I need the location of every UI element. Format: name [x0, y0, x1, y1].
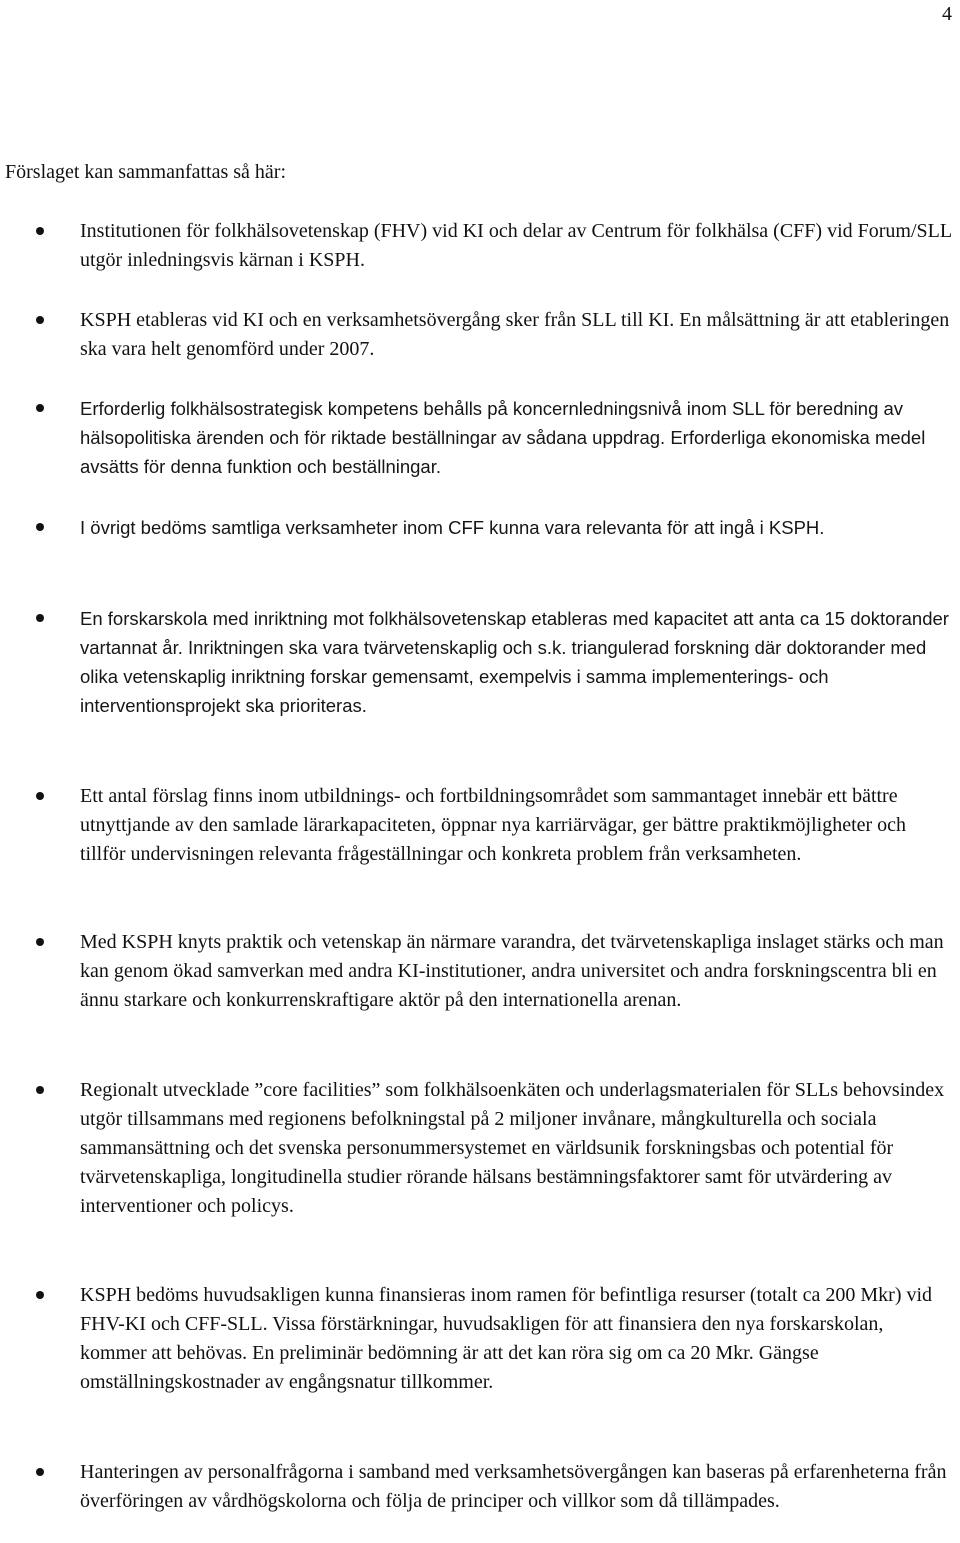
bullet-icon	[36, 1086, 44, 1094]
page-number: 4	[942, 3, 952, 25]
bullet-icon	[36, 404, 44, 412]
list-item-text: Institutionen för folkhälsovetenskap (FHV) vid KI och delar av Centrum för folkhälsa (CFF) vid Forum/SLL utgör inledningsvis kärnan i KSPH.	[80, 220, 952, 271]
list-item-text: Med KSPH knyts praktik och vetenskap än närmare varandra, det tvärvetenskapliga inslaget stärks och man kan genom ökad samverkan med andra KI-institutioner, andra universitet och andra forskningscentra bli en ännu starkare och konkurrenskraftigare aktör på den internationella arenan.	[80, 931, 944, 1011]
bullet-icon	[36, 1291, 44, 1299]
list-item-text: En forskarskola med inriktning mot folkhälsovetenskap etableras med kapacitet att anta ca 15 doktorander vartannat år. Inriktningen ska vara tvärvetenskaplig och s.k. triangulerad forskning där doktorander med olika vetenskaplig inriktning forskar gemensamt, exempelvis i samma implementerings- och interventionsprojekt ska prioriteras.	[80, 608, 949, 716]
list-item-text: KSPH bedöms huvudsakligen kunna finansieras inom ramen för befintliga resurser (totalt ca 200 Mkr) vid FHV-KI och CFF-SLL. Vissa förstärkningar, huvudsakligen för att finansiera den nya forskarskolan, kommer att behövas. En preliminär bedömning är att det kan röra sig om ca 20 Mkr. Gängse omställningskostnader av engångsnatur tillkommer.	[80, 1284, 933, 1393]
bullet-icon	[36, 792, 44, 800]
intro-text: Förslaget kan sammanfattas så här:	[5, 161, 287, 183]
list-item-text: KSPH etableras vid KI och en verksamhetsövergång sker från SLL till KI. En målsättning är att etableringen ska vara helt genomförd under 2007.	[80, 309, 950, 360]
list-item-text: Ett antal förslag finns inom utbildnings- och fortbildningsområdet som sammantaget innebär ett bättre utnyttjande av den samlade lärarkapaciteten, öppnar nya karriärvägar, ger bättre praktikmöjligheter och tillför undervisningen relevanta frågeställningar och konkreta problem från verksamheten.	[80, 785, 907, 865]
bullet-icon	[36, 523, 44, 531]
bullet-icon	[36, 227, 44, 235]
list-item-text: I övrigt bedöms samtliga verksamheter inom CFF kunna vara relevanta för att ingå i KSPH.	[80, 517, 825, 538]
bullet-icon	[36, 1468, 44, 1476]
bullet-icon	[36, 316, 44, 324]
list-item-text: Erforderlig folkhälsostrategisk kompetens behålls på koncernledningsnivå inom SLL för beredning av hälsopolitiska ärenden och för riktade beställningar av sådana uppdrag. Erforderliga ekonomiska medel avsätts för denna funktion och beställningar.	[80, 398, 926, 477]
bullet-icon	[36, 938, 44, 946]
list-item-text: Hanteringen av personalfrågorna i samband med verksamhetsövergången kan baseras på erfarenheterna från överföringen av vårdhögskolorna och följa de principer och villkor som då tillämpades.	[80, 1461, 947, 1512]
list-item-text: Regionalt utvecklade ”core facilities” som folkhälsoenkäten och underlagsmaterialen för SLLs behovsindex utgör tillsammans med regionens befolkningstal på 2 miljoner invånare, mångkulturella och sociala sammansättning och det svenska personummersystemet en världsunik forskningsbas och potential för tvärvetenskapliga, longitudinella studier rörande hälsans bestämningsfaktorer samt för utvärdering av interventioner och policys.	[80, 1079, 945, 1217]
bullet-icon	[36, 614, 44, 622]
